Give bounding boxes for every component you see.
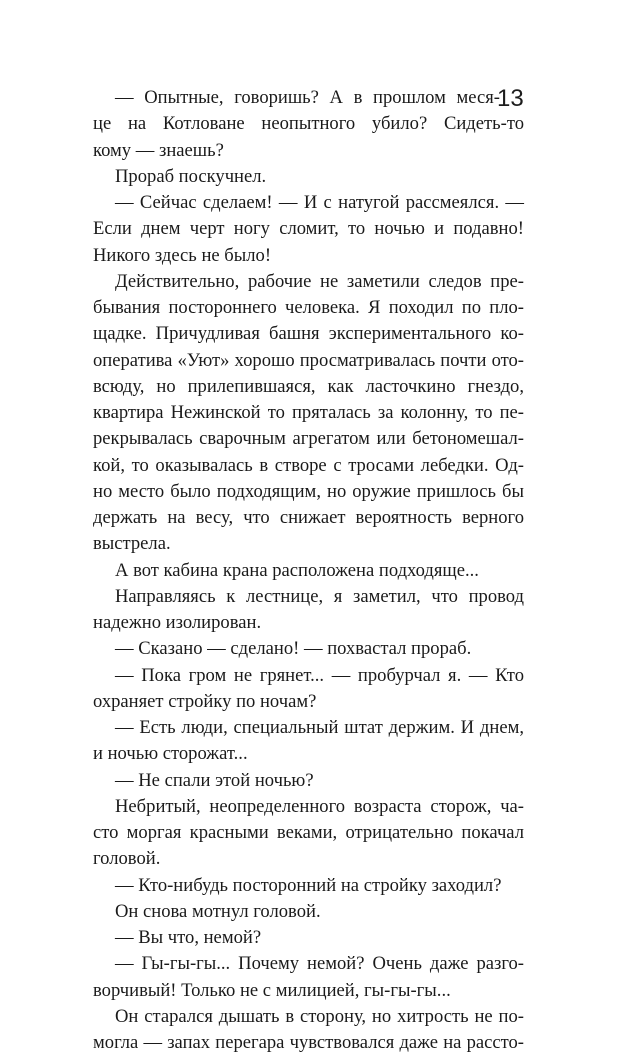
text-line: — Есть люди, специальный штат держим. И днем, <box>115 717 524 738</box>
text-line: — Сейчас сделаем! — И с натугой рассмеялся. — <box>115 192 524 213</box>
text-line: выстрела. <box>93 533 171 555</box>
text-line: оператива «Уют» хорошо просматривалась почти ото- <box>93 349 524 371</box>
text-line: щадке. Причудливая башня экспериментального ко- <box>93 323 524 345</box>
text-line: кому — знаешь? <box>93 139 224 161</box>
text-line: Если днем черт ногу сломит, то ночью и подавно! <box>93 218 524 240</box>
text-line: — Кто-нибудь посторонний на стройку заходил? <box>115 874 502 896</box>
text-line: и ночью сторожат... <box>93 743 248 765</box>
text-line: А вот кабина крана расположена подходяще... <box>115 559 479 581</box>
text-line: — Опытные, говоришь? А в прошлом меся- <box>115 87 500 108</box>
text-line: но место было подходящим, но оружие пришлось бы <box>93 480 524 502</box>
text-line: Небритый, неопределенного возраста сторож, ча- <box>115 795 524 817</box>
text-line: охраняет стройку по ночам? <box>93 690 317 712</box>
text-line: надежно изолирован. <box>93 612 262 633</box>
text-line: Он снова мотнул головой. <box>115 900 321 922</box>
text-line: — Сказано — сделано! — похвастал прораб. <box>115 638 472 660</box>
text-line: рекрывалась сварочным агрегатом или бетономешал- <box>93 428 524 450</box>
text-line: — Вы что, немой? <box>115 927 262 948</box>
page-number: 13 <box>497 85 524 112</box>
body-text <box>93 85 524 1056</box>
text-line: кой, то оказывалась в створе с тросами лебедки. Од- <box>93 454 524 476</box>
text-line: це на Котловане неопытного убило? Сидеть-то <box>93 113 524 135</box>
text-line: Никого здесь не было! <box>93 244 272 266</box>
text-line: головой. <box>93 848 161 870</box>
text-line: Действительно, рабочие не заметили следов пре- <box>115 270 524 292</box>
text-line: — Пока гром не грянет... — пробурчал я. — Кто <box>115 664 524 686</box>
text-line: — Гы-гы-гы... Почему немой? Очень даже разго- <box>115 953 524 975</box>
text-line: Направляясь к лестнице, я заметил, что провод <box>115 585 524 607</box>
text-line: Прораб поскучнел. <box>115 165 267 187</box>
text-line: всюду, но прилепившаяся, как ласточкино гнездо, <box>93 375 524 397</box>
text-line: бывания постороннего человека. Я походил по пло- <box>93 297 524 318</box>
text-line: квартира Нежинской то пряталась за колонну, то пе- <box>93 402 524 423</box>
text-line: держать на весу, что снижает вероятность верного <box>93 507 524 528</box>
text-line: ворчивый! Только не с милицией, гы-гы-гы... <box>93 979 451 1001</box>
text-line: — Не спали этой ночью? <box>115 769 314 791</box>
text-line: Он старался дышать в сторону, но хитрость не по- <box>115 1005 524 1027</box>
text-line: могла — запах перегара чувствовался даже на рассто- <box>93 1032 524 1053</box>
text-line: сто моргая красными веками, отрицательно покачал <box>93 822 524 843</box>
